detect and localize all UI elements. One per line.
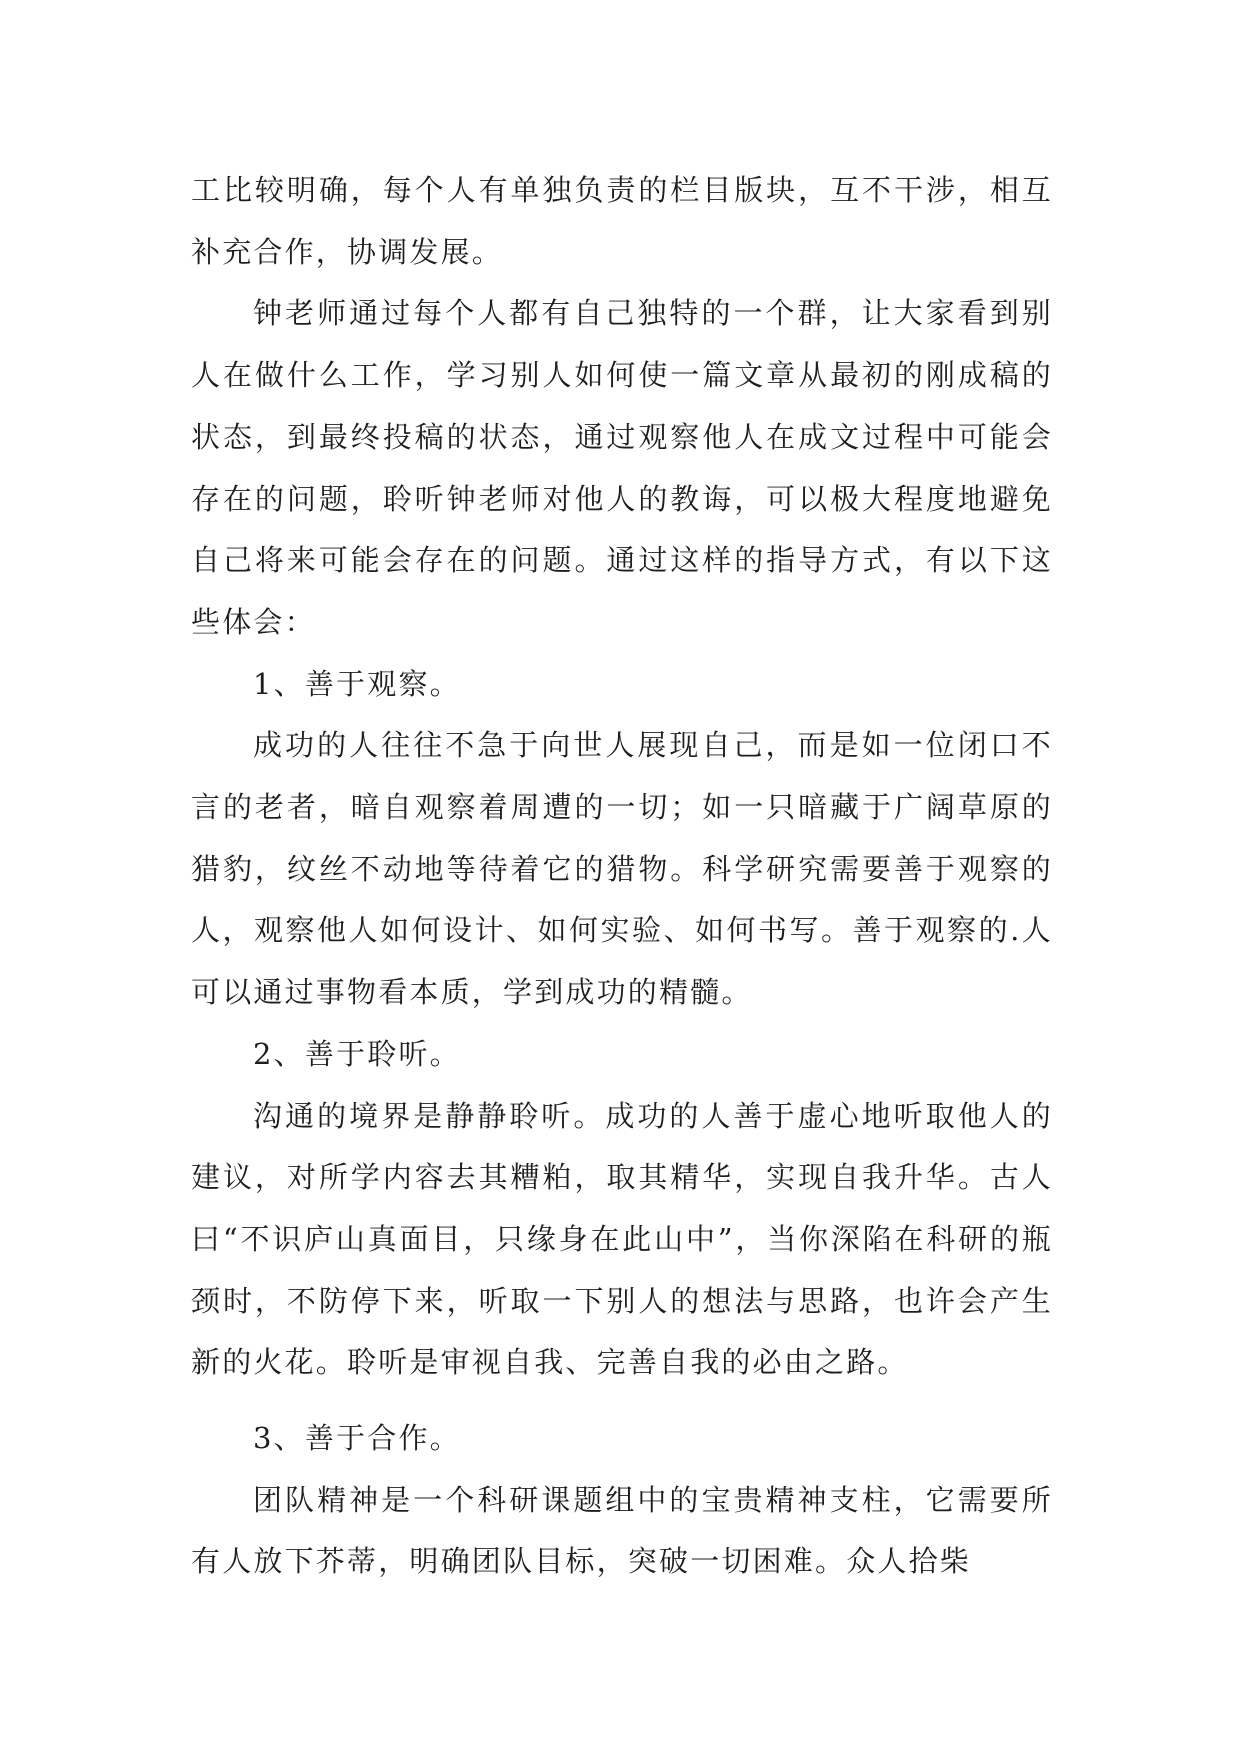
paragraph-guidance: 钟老师通过每个人都有自己独特的一个群，让大家看到别人在做什么工作，学习别人如何使一篇文章从最初的刚成稿的状态，到最终投稿的状态，通过观察他人在成文过程中可能会存在的问题，聆听钟老师对他人的教诲，可以极大程度地避免自己将来可能会存在的问题。通过这样的指导方式，有以下这些体会： [191, 296, 1053, 639]
paragraph-continuation: 工比较明确，每个人有单独负责的栏目版块，互不干涉，相互补充合作，协调发展。 [191, 173, 1053, 269]
paragraph-listen: 沟通的境界是静静聆听。成功的人善于虚心地听取他人的建议，对所学内容去其糟粕，取其精华，实现自我升华。古人曰“不识庐山真面目，只缘身在此山中”，当你深陷在科研的瓶颈时，不防停下来，听取一下别人的想法与思路，也许会产生新的火花。聆听是审视自我、完善自我的必由之路。 [191, 1098, 1053, 1380]
heading-listen: 2、善于聆听。 [253, 1036, 461, 1071]
heading-observe: 1、善于观察。 [253, 666, 461, 701]
paragraph-observe: 成功的人往往不急于向世人展现自己，而是如一位闭口不言的老者，暗自观察着周遭的一切；如一只暗藏于广阔草原的猎豹，纹丝不动地等待着它的猎物。科学研究需要善于观察的人，观察他人如何设计、如何实验、如何书写。善于观察的.人可以通过事物看本质，学到成功的精髓。 [191, 728, 1053, 1010]
heading-cooperate: 3、善于合作。 [253, 1421, 461, 1456]
paragraph-cooperate: 团队精神是一个科研课题组中的宝贵精神支柱，它需要所有人放下芥蒂，明确团队目标，突破一切困难。众人拾柴 [191, 1482, 1053, 1579]
body-text [191, 160, 1053, 1593]
